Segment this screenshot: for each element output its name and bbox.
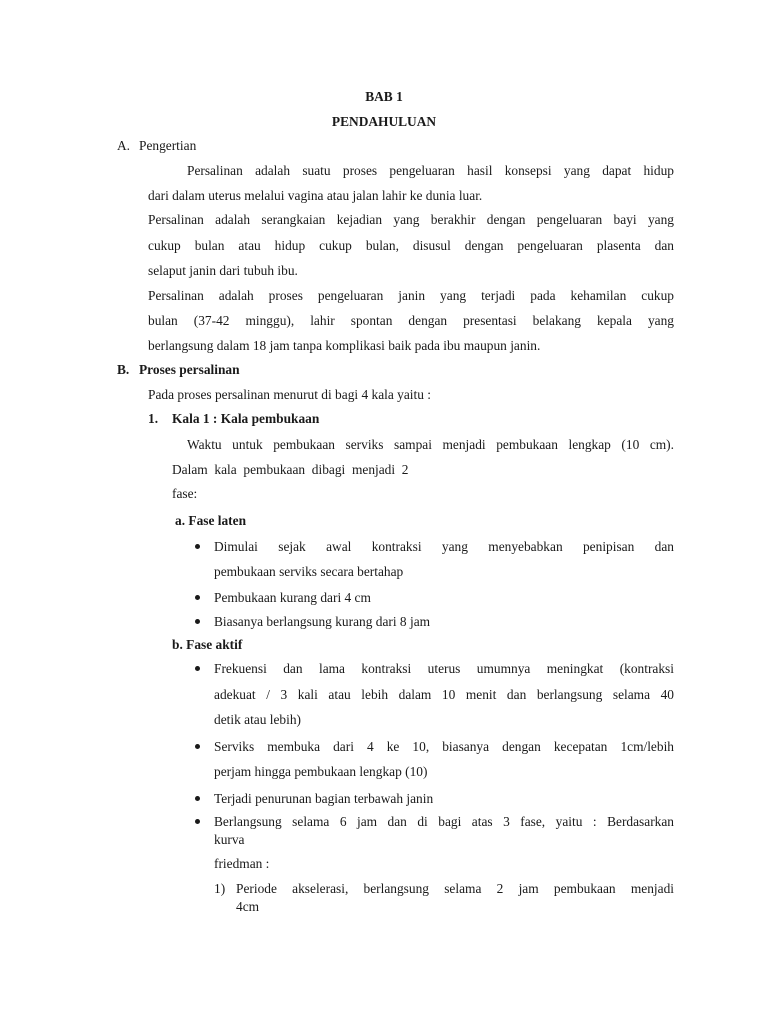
section-b-heading: Proses persalinan (139, 362, 240, 377)
paragraph-line: dari dalam uterus melalui vagina atau jalan lahir ke dunia luar. (148, 188, 483, 203)
item-1-label: 1. (148, 411, 159, 426)
bullet-icon (194, 543, 202, 551)
list-item-line: adekuat / 3 kali atau lebih dalam 10 menit dan berlangsung selama 40 (214, 687, 674, 702)
section-b-intro: Pada proses persalinan menurut di bagi 4 kala yaitu : (148, 387, 431, 402)
paragraph-line: Waktu untuk pembukaan serviks sampai menjadi pembukaan lengkap (10 cm). (187, 437, 674, 452)
list-item-line: Serviks membuka dari 4 ke 10, biasanya dengan kecepatan 1cm/lebih (214, 739, 674, 754)
sub-item-line: Periode akselerasi, berlangsung selama 2 jam pembukaan menjadi (236, 881, 674, 896)
item-1-heading: Kala 1 : Kala pembukaan (172, 411, 320, 426)
paragraph-line: Dalam kala pembukaan dibagi menjadi 2 (172, 462, 409, 477)
paragraph-line: Persalinan adalah suatu proses pengeluaran hasil konsepsi yang dapat hidup (187, 163, 674, 178)
chapter-title: PENDAHULUAN (331, 114, 437, 129)
phase-b-heading: b. Fase aktif (172, 637, 243, 652)
paragraph-line: cukup bulan atau hidup cukup bulan, disusul dengan pengeluaran plasenta dan (148, 238, 674, 253)
list-item-line: Pembukaan kurang dari 4 cm (214, 590, 371, 605)
list-item-line: Dimulai sejak awal kontraksi yang menyebabkan penipisan dan (214, 539, 674, 554)
paragraph-line: Persalinan adalah proses pengeluaran janin yang terjadi pada kehamilan cukup (148, 288, 674, 303)
phase-a-heading: a. Fase laten (175, 513, 247, 528)
section-a-label: A. (117, 138, 131, 153)
list-item-line: kurva (214, 832, 245, 847)
list-item-line: Biasanya berlangsung kurang dari 8 jam (214, 614, 431, 629)
section-a-heading: Pengertian (139, 138, 197, 153)
list-item-line: perjam hingga pembukaan lengkap (10) (214, 764, 428, 779)
paragraph-line: selaput janin dari tubuh ibu. (148, 263, 298, 278)
paragraph-line: fase: (172, 486, 198, 501)
bullet-icon (194, 795, 202, 803)
chapter-number: BAB 1 (365, 89, 403, 104)
list-item-line: Berlangsung selama 6 jam dan di bagi atas 3 fase, yaitu : Berdasarkan (214, 814, 674, 829)
bullet-icon (194, 665, 202, 673)
sub-item-label: 1) (214, 881, 226, 896)
bullet-icon (194, 618, 202, 626)
section-b-label: B. (117, 362, 130, 377)
bullet-icon (194, 818, 202, 826)
list-item-line: pembukaan serviks secara bertahap (214, 564, 404, 579)
list-item-line: Frekuensi dan lama kontraksi uterus umumnya meningkat (kontraksi (214, 661, 674, 676)
paragraph-line: Persalinan adalah serangkaian kejadian yang berakhir dengan pengeluaran bayi yang (148, 212, 674, 227)
paragraph-line: berlangsung dalam 18 jam tanpa komplikasi baik pada ibu maupun janin. (148, 338, 541, 353)
bullet-icon (194, 743, 202, 751)
list-item-line: detik atau lebih) (214, 712, 302, 727)
list-item-line: Terjadi penurunan bagian terbawah janin (214, 791, 434, 806)
bullet-icon (194, 594, 202, 602)
sub-item-line: 4cm (236, 899, 260, 914)
paragraph-line: bulan (37-42 minggu), lahir spontan dengan presentasi belakang kepala yang (148, 313, 674, 328)
list-item-tail: friedman : (214, 856, 270, 871)
